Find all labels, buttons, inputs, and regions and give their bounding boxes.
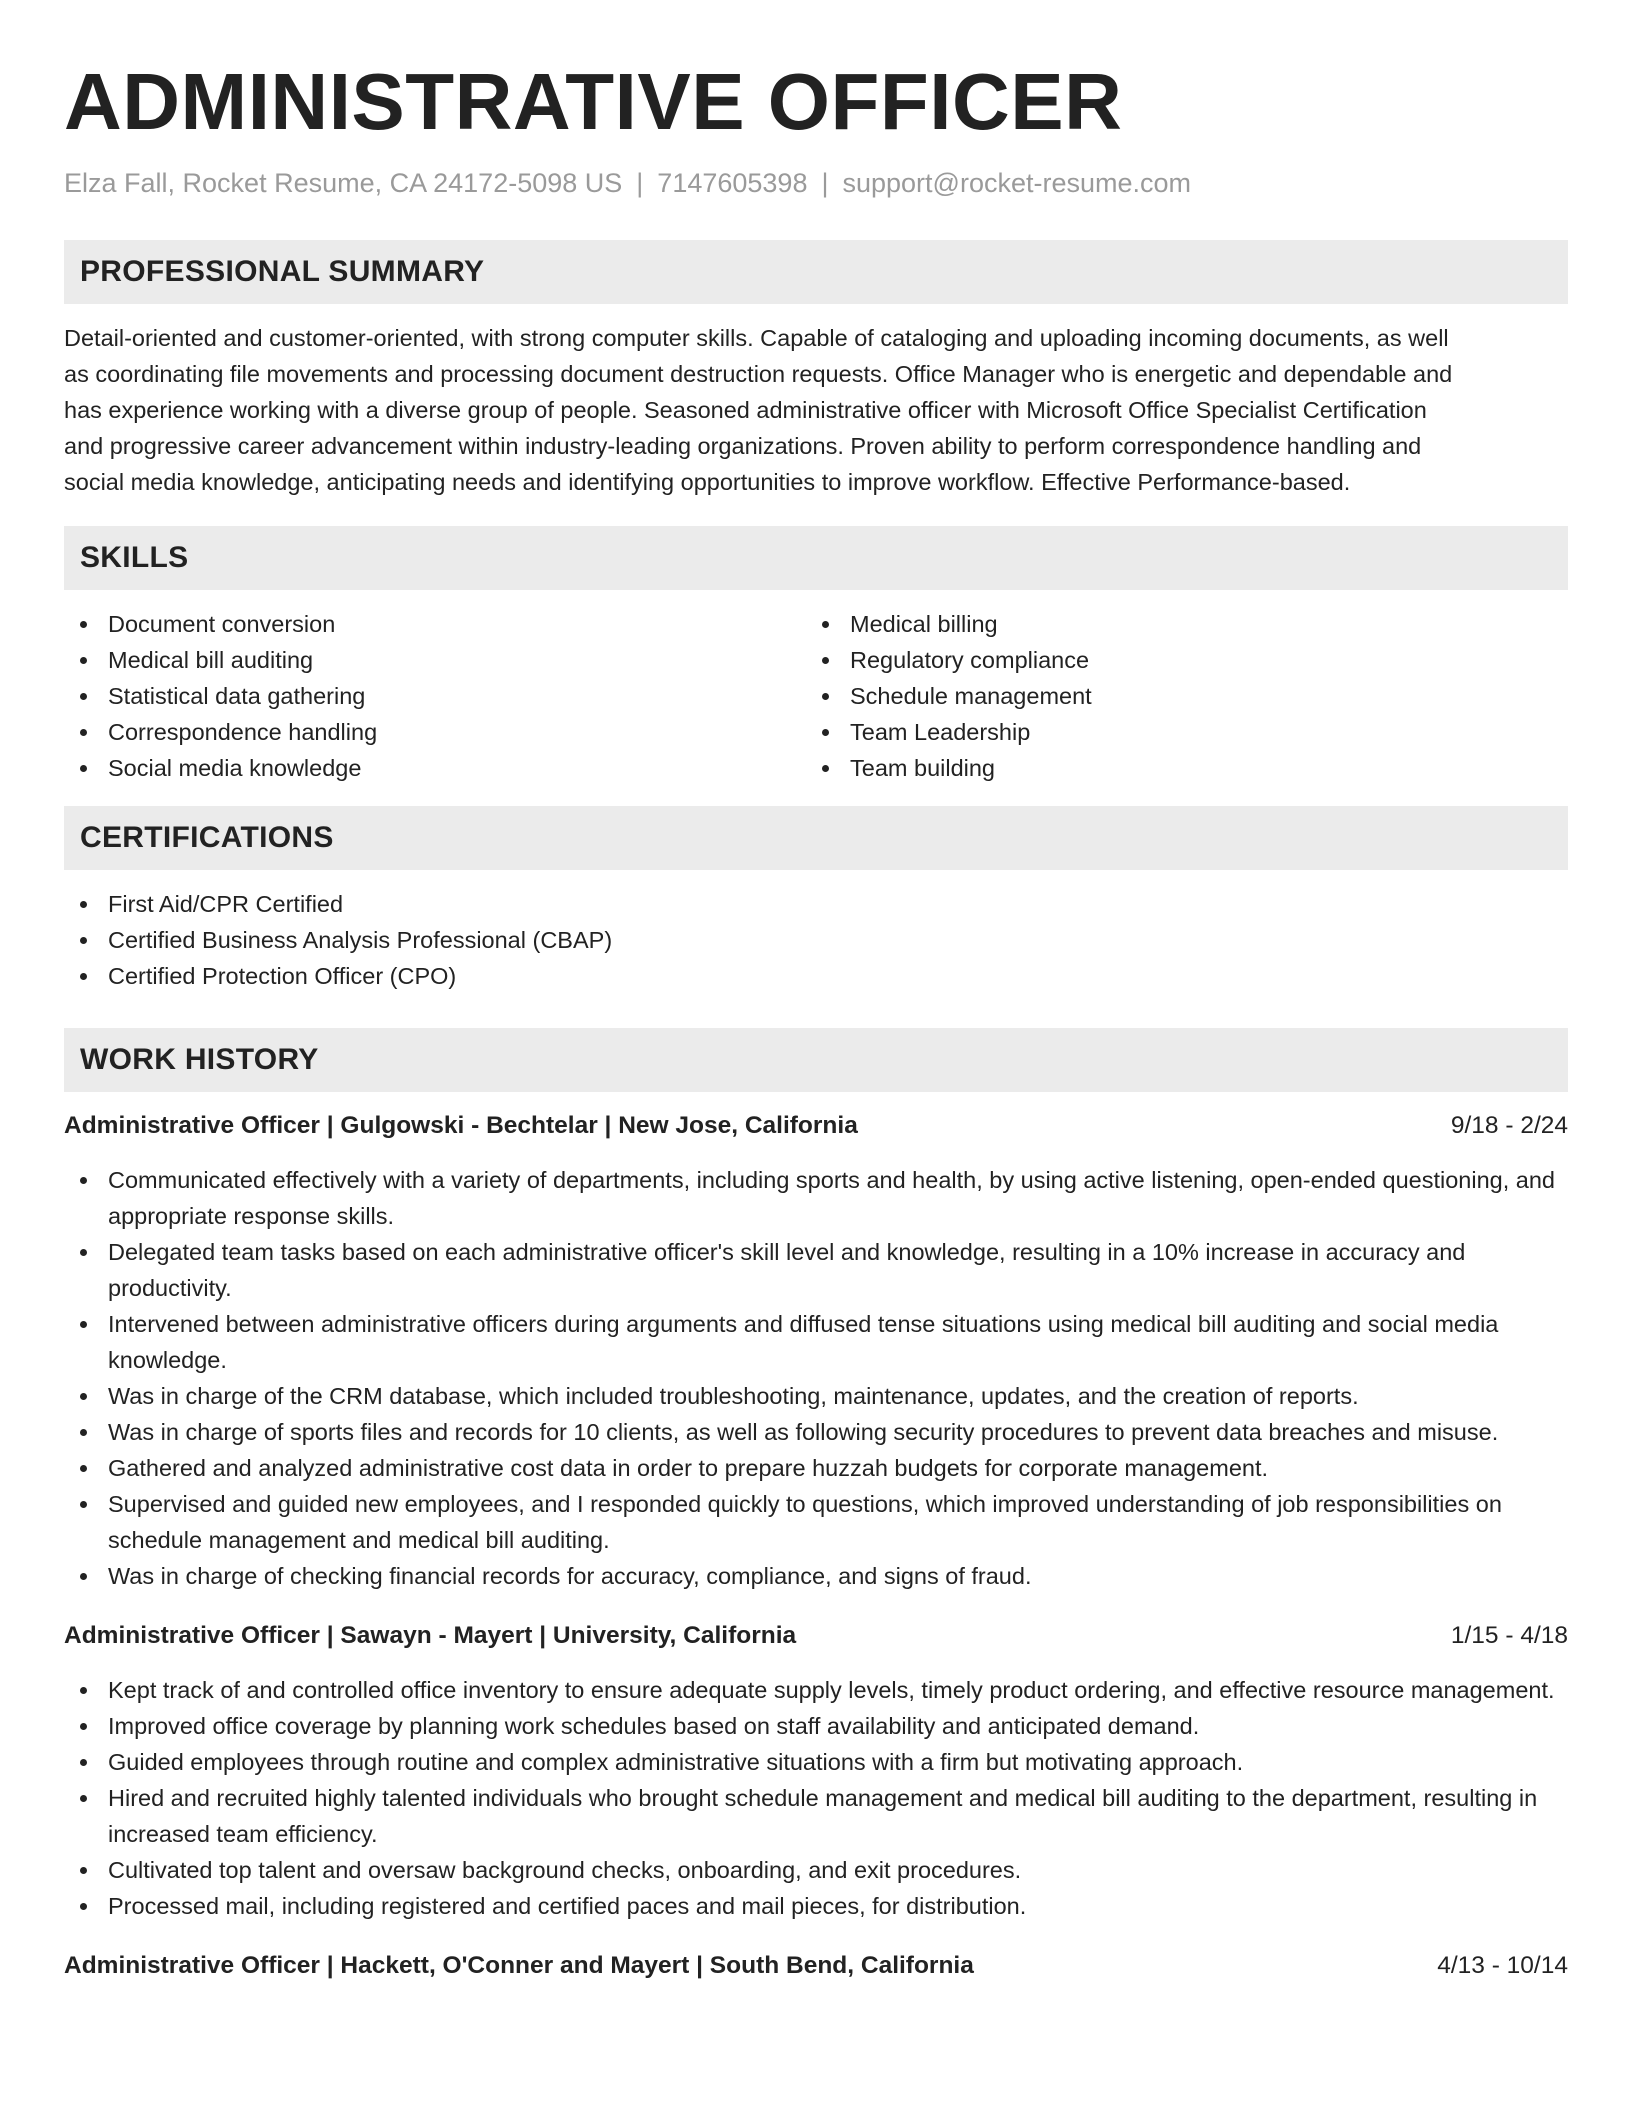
contact-line bbox=[64, 166, 1568, 200]
contact-separator: | bbox=[821, 168, 829, 198]
job-bullet: Improved office coverage by planning work schedules based on staff availability and anticipated demand. bbox=[64, 1708, 1568, 1744]
job-header bbox=[64, 1618, 1568, 1654]
summary-line: has experience working with a diverse group of people. Seasoned administrative officer with Microsoft Office Specialist Certification bbox=[64, 397, 1427, 423]
job-bullet: Hired and recruited highly talented individuals who brought schedule management and medical bill auditing to the department, resulting in increased team efficiency. bbox=[64, 1780, 1568, 1852]
section-title: PROFESSIONAL SUMMARY bbox=[80, 255, 485, 288]
skills-column-left bbox=[64, 606, 806, 786]
resume-page bbox=[64, 56, 1568, 1984]
job-dates: 4/13 - 10/14 bbox=[1437, 1952, 1568, 1979]
job-bullet: Guided employees through routine and complex administrative situations with a firm but motivating approach. bbox=[64, 1744, 1568, 1780]
contact-address: Elza Fall, Rocket Resume, CA 24172-5098 US bbox=[64, 168, 623, 198]
certification-item: Certified Business Analysis Professional (CBAP) bbox=[64, 922, 1568, 958]
contact-phone: 7147605398 bbox=[657, 168, 808, 198]
contact-email: support@rocket-resume.com bbox=[842, 168, 1192, 198]
job-bullet: Was in charge of the CRM database, which included troubleshooting, maintenance, updates, and the creation of reports. bbox=[64, 1378, 1568, 1414]
job-bullets bbox=[64, 1162, 1568, 1594]
job-entry bbox=[64, 1948, 1568, 1984]
job-dates: 1/15 - 4/18 bbox=[1450, 1622, 1568, 1649]
certifications-list bbox=[64, 886, 1568, 994]
skill-item: Regulatory compliance bbox=[806, 642, 1548, 678]
summary-line: Detail-oriented and customer-oriented, with strong computer skills. Capable of cataloging and uploading incoming documents, as well bbox=[64, 325, 1449, 351]
section-title: CERTIFICATIONS bbox=[80, 821, 334, 854]
job-title: Administrative Officer | Sawayn - Mayert | University, California bbox=[64, 1622, 797, 1649]
job-title: Administrative Officer | Hackett, O'Conner and Mayert | South Bend, California bbox=[64, 1952, 974, 1979]
skill-item: Social media knowledge bbox=[64, 750, 806, 786]
contact-separator: | bbox=[636, 168, 644, 198]
skills-list bbox=[64, 606, 1568, 786]
job-bullet: Was in charge of sports files and records for 10 clients, as well as following security procedures to prevent data breaches and misuse. bbox=[64, 1414, 1568, 1450]
skill-item: Correspondence handling bbox=[64, 714, 806, 750]
job-header bbox=[64, 1108, 1568, 1144]
certification-item: Certified Protection Officer (CPO) bbox=[64, 958, 1568, 994]
skill-item: Schedule management bbox=[806, 678, 1548, 714]
job-entry bbox=[64, 1108, 1568, 1594]
section-title: WORK HISTORY bbox=[80, 1043, 319, 1076]
skill-item: Statistical data gathering bbox=[64, 678, 806, 714]
job-bullet: Intervened between administrative officers during arguments and diffused tense situations using medical bill auditing and social media knowledge. bbox=[64, 1306, 1568, 1378]
section-header-work-history bbox=[64, 1028, 1568, 1092]
skill-item: Medical billing bbox=[806, 606, 1548, 642]
section-header-certifications bbox=[64, 806, 1568, 870]
job-bullet: Processed mail, including registered and certified paces and mail pieces, for distribution. bbox=[64, 1888, 1568, 1924]
job-bullet: Communicated effectively with a variety of departments, including sports and health, by using active listening, open-ended questioning, and appropriate response skills. bbox=[64, 1162, 1568, 1234]
skill-item: Team Leadership bbox=[806, 714, 1548, 750]
section-header-skills bbox=[64, 526, 1568, 590]
job-bullet: Was in charge of checking financial records for accuracy, compliance, and signs of fraud. bbox=[64, 1558, 1568, 1594]
section-header-summary bbox=[64, 240, 1568, 304]
job-title: Administrative Officer | Gulgowski - Bechtelar | New Jose, California bbox=[64, 1112, 858, 1139]
job-bullets bbox=[64, 1672, 1568, 1924]
job-bullet: Supervised and guided new employees, and I responded quickly to questions, which improved understanding of job responsibilities on schedule management and medical bill auditing. bbox=[64, 1486, 1568, 1558]
certification-item: First Aid/CPR Certified bbox=[64, 886, 1568, 922]
job-bullet: Kept track of and controlled office inventory to ensure adequate supply levels, timely product ordering, and effective resource management. bbox=[64, 1672, 1568, 1708]
skills-column-right bbox=[806, 606, 1548, 786]
resume-title: ADMINISTRATIVE OFFICER bbox=[64, 57, 1123, 146]
job-header bbox=[64, 1948, 1568, 1984]
job-dates: 9/18 - 2/24 bbox=[1450, 1112, 1568, 1139]
skill-item: Document conversion bbox=[64, 606, 806, 642]
summary-line: and progressive career advancement within industry-leading organizations. Proven ability to perform correspondence handling and bbox=[64, 433, 1422, 459]
skill-item: Team building bbox=[806, 750, 1548, 786]
summary-text bbox=[64, 320, 1568, 500]
job-bullet: Delegated team tasks based on each administrative officer's skill level and knowledge, resulting in a 10% increase in accuracy and productivity. bbox=[64, 1234, 1568, 1306]
skill-item: Medical bill auditing bbox=[64, 642, 806, 678]
job-bullet: Gathered and analyzed administrative cost data in order to prepare huzzah budgets for corporate management. bbox=[64, 1450, 1568, 1486]
summary-line: as coordinating file movements and processing document destruction requests. Office Manager who is energetic and dependable and bbox=[64, 361, 1453, 387]
job-entry bbox=[64, 1618, 1568, 1924]
job-bullet: Cultivated top talent and oversaw background checks, onboarding, and exit procedures. bbox=[64, 1852, 1568, 1888]
section-title: SKILLS bbox=[80, 541, 189, 574]
summary-line: social media knowledge, anticipating needs and identifying opportunities to improve workflow. Effective Performance-based. bbox=[64, 469, 1351, 495]
